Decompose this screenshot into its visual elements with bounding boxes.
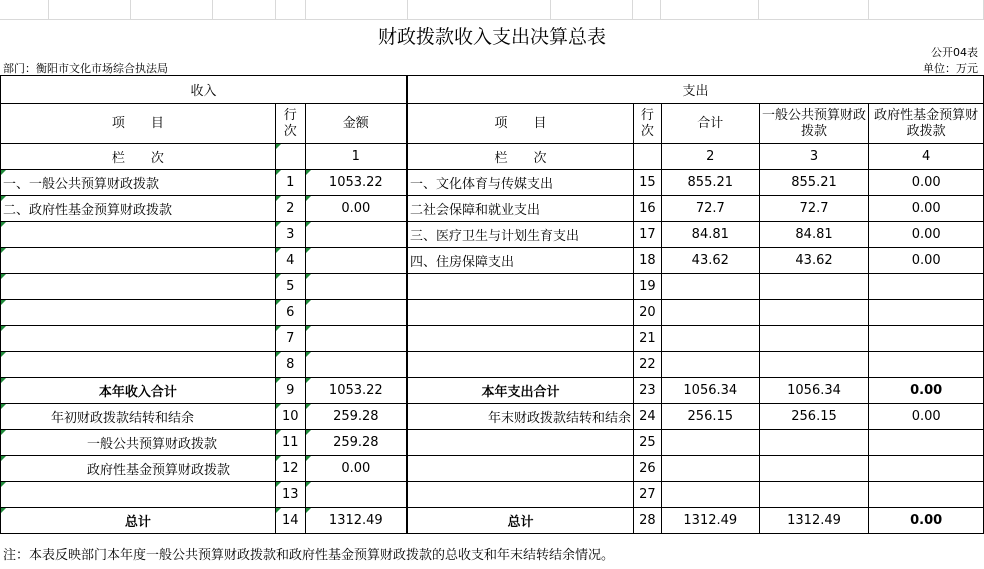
gov-fund-cell xyxy=(869,274,984,300)
income-amount-cell: 0.00 xyxy=(305,196,407,222)
footnote: 注：本表反映部门本年度一般公共预算财政拨款和政府性基金预算财政拨款的总收支和年末结转结余情况。 xyxy=(3,548,615,563)
expense-item-cell xyxy=(407,430,634,456)
income-item-cell: 总计 xyxy=(1,508,276,534)
expense-header: 支出 xyxy=(407,76,984,104)
income-rowno-header: 行次 xyxy=(275,104,305,144)
table-row xyxy=(1,222,984,248)
table-row xyxy=(1,456,984,482)
general-budget-cell: 256.15 xyxy=(759,404,869,430)
department-label: 部门：衡阳市文化市场综合执法局 xyxy=(3,62,168,75)
income-item-cell: 本年收入合计 xyxy=(1,378,276,404)
budget-table xyxy=(0,75,984,534)
gov-fund-cell xyxy=(869,482,984,508)
income-rowno-cell: 10 xyxy=(275,404,305,430)
header-row-groups xyxy=(1,76,984,104)
gov-fund-cell xyxy=(869,300,984,326)
income-item-cell: 政府性基金预算财政拨款 xyxy=(1,456,276,482)
expense-column-label: 栏 次 xyxy=(407,144,634,170)
expense-rowno-cell: 15 xyxy=(633,170,661,196)
general-budget-cell xyxy=(759,274,869,300)
income-rowno-cell: 12 xyxy=(275,456,305,482)
income-item-cell xyxy=(1,300,276,326)
general-budget-cell: 855.21 xyxy=(759,170,869,196)
income-amount-cell: 0.00 xyxy=(305,456,407,482)
expense-total-cell xyxy=(661,274,759,300)
income-rowno-cell: 14 xyxy=(275,508,305,534)
expense-rowno-cell: 19 xyxy=(633,274,661,300)
expense-total-cell: 1312.49 xyxy=(661,508,759,534)
expense-rowno-cell: 28 xyxy=(633,508,661,534)
table-row xyxy=(1,378,984,404)
expense-item-cell: 总计 xyxy=(407,508,634,534)
column-index-3: 3 xyxy=(759,144,869,170)
general-budget-cell: 1056.34 xyxy=(759,378,869,404)
expense-rowno-cell: 16 xyxy=(633,196,661,222)
expense-rowno-cell: 20 xyxy=(633,300,661,326)
income-amount-cell: 1053.22 xyxy=(305,378,407,404)
expense-total-cell xyxy=(661,430,759,456)
income-amount-cell xyxy=(305,248,407,274)
expense-total-cell: 1056.34 xyxy=(661,378,759,404)
general-budget-cell xyxy=(759,352,869,378)
column-index-2: 2 xyxy=(661,144,759,170)
income-rowno-cell: 7 xyxy=(275,326,305,352)
gov-fund-cell xyxy=(869,456,984,482)
expense-rowno-cell: 22 xyxy=(633,352,661,378)
income-rowno-cell: 9 xyxy=(275,378,305,404)
gov-fund-cell: 0.00 xyxy=(869,508,984,534)
expense-total-cell xyxy=(661,352,759,378)
income-rowno-cell: 8 xyxy=(275,352,305,378)
income-amount-cell xyxy=(305,326,407,352)
table-row xyxy=(1,430,984,456)
income-item-cell: 一般公共预算财政拨款 xyxy=(1,430,276,456)
unit-label: 单位：万元 xyxy=(923,62,978,75)
income-item-cell xyxy=(1,326,276,352)
form-code: 公开04表 xyxy=(931,46,978,59)
gov-fund-cell xyxy=(869,430,984,456)
income-item-cell xyxy=(1,248,276,274)
expense-column-blank xyxy=(633,144,661,170)
income-item-cell xyxy=(1,352,276,378)
income-amount-cell: 259.28 xyxy=(305,430,407,456)
expense-total-cell xyxy=(661,326,759,352)
column-index-row xyxy=(1,144,984,170)
table-row xyxy=(1,248,984,274)
table-row xyxy=(1,352,984,378)
expense-item-cell: 一、文化体育与传媒支出 xyxy=(407,170,634,196)
gov-fund-cell: 0.00 xyxy=(869,378,984,404)
expense-item-cell xyxy=(407,482,634,508)
income-rowno-cell: 2 xyxy=(275,196,305,222)
column-index-4: 4 xyxy=(869,144,984,170)
income-rowno-cell: 6 xyxy=(275,300,305,326)
expense-item-cell: 三、医疗卫生与计划生育支出 xyxy=(407,222,634,248)
spreadsheet-gridlines xyxy=(0,0,984,20)
income-rowno-cell: 11 xyxy=(275,430,305,456)
expense-rowno-cell: 23 xyxy=(633,378,661,404)
income-amount-cell xyxy=(305,222,407,248)
income-rowno-cell: 1 xyxy=(275,170,305,196)
expense-item-cell: 四、住房保障支出 xyxy=(407,248,634,274)
general-budget-cell xyxy=(759,326,869,352)
income-rowno-cell: 3 xyxy=(275,222,305,248)
income-item-cell: 一、一般公共预算财政拨款 xyxy=(1,170,276,196)
income-amount-cell: 1312.49 xyxy=(305,508,407,534)
expense-rowno-cell: 21 xyxy=(633,326,661,352)
column-index-1: 1 xyxy=(305,144,407,170)
expense-item-cell xyxy=(407,300,634,326)
expense-total-cell: 256.15 xyxy=(661,404,759,430)
expense-total-cell: 72.7 xyxy=(661,196,759,222)
general-budget-cell xyxy=(759,456,869,482)
income-column-blank xyxy=(275,144,305,170)
general-budget-cell xyxy=(759,300,869,326)
table-row xyxy=(1,326,984,352)
general-budget-cell xyxy=(759,482,869,508)
expense-item-cell xyxy=(407,274,634,300)
expense-rowno-cell: 18 xyxy=(633,248,661,274)
table-row xyxy=(1,404,984,430)
expense-total-header: 合计 xyxy=(661,104,759,144)
expense-rowno-cell: 27 xyxy=(633,482,661,508)
expense-rowno-cell: 17 xyxy=(633,222,661,248)
general-budget-cell: 84.81 xyxy=(759,222,869,248)
income-amount-cell xyxy=(305,482,407,508)
income-rowno-cell: 5 xyxy=(275,274,305,300)
income-amount-cell: 1053.22 xyxy=(305,170,407,196)
table-row xyxy=(1,482,984,508)
expense-total-cell: 84.81 xyxy=(661,222,759,248)
income-item-cell xyxy=(1,222,276,248)
gov-fund-cell: 0.00 xyxy=(869,404,984,430)
expense-total-cell xyxy=(661,482,759,508)
gov-fund-header: 政府性基金预算财政拨款 xyxy=(869,104,984,144)
expense-rowno-header: 行次 xyxy=(633,104,661,144)
expense-item-cell: 年末财政拨款结转和结余 xyxy=(407,404,634,430)
income-amount-cell xyxy=(305,352,407,378)
expense-item-cell: 二社会保障和就业支出 xyxy=(407,196,634,222)
table-row xyxy=(1,508,984,534)
general-budget-cell xyxy=(759,430,869,456)
expense-rowno-cell: 26 xyxy=(633,456,661,482)
general-budget-header: 一般公共预算财政拨款 xyxy=(759,104,869,144)
expense-rowno-cell: 24 xyxy=(633,404,661,430)
expense-total-cell xyxy=(661,300,759,326)
income-column-label: 栏 次 xyxy=(1,144,276,170)
income-rowno-cell: 13 xyxy=(275,482,305,508)
income-amount-header: 金额 xyxy=(305,104,407,144)
gov-fund-cell xyxy=(869,352,984,378)
income-item-cell xyxy=(1,482,276,508)
general-budget-cell: 72.7 xyxy=(759,196,869,222)
table-row xyxy=(1,274,984,300)
income-header: 收入 xyxy=(1,76,407,104)
header-row-columns xyxy=(1,104,984,144)
income-item-header: 项 目 xyxy=(1,104,276,144)
report-title: 财政拨款收入支出决算总表 xyxy=(377,26,606,48)
general-budget-cell: 1312.49 xyxy=(759,508,869,534)
table-row xyxy=(1,170,984,196)
general-budget-cell: 43.62 xyxy=(759,248,869,274)
expense-total-cell: 855.21 xyxy=(661,170,759,196)
income-amount-cell: 259.28 xyxy=(305,404,407,430)
gov-fund-cell xyxy=(869,326,984,352)
expense-item-cell xyxy=(407,456,634,482)
table-row xyxy=(1,300,984,326)
income-rowno-cell: 4 xyxy=(275,248,305,274)
income-item-cell: 二、政府性基金预算财政拨款 xyxy=(1,196,276,222)
table-row xyxy=(1,196,984,222)
income-amount-cell xyxy=(305,300,407,326)
expense-item-header: 项 目 xyxy=(407,104,634,144)
expense-rowno-cell: 25 xyxy=(633,430,661,456)
expense-item-cell xyxy=(407,326,634,352)
gov-fund-cell: 0.00 xyxy=(869,196,984,222)
expense-total-cell: 43.62 xyxy=(661,248,759,274)
income-item-cell: 年初财政拨款结转和结余 xyxy=(1,404,276,430)
gov-fund-cell: 0.00 xyxy=(869,170,984,196)
gov-fund-cell: 0.00 xyxy=(869,248,984,274)
expense-item-cell xyxy=(407,352,634,378)
income-amount-cell xyxy=(305,274,407,300)
gov-fund-cell: 0.00 xyxy=(869,222,984,248)
expense-item-cell: 本年支出合计 xyxy=(407,378,634,404)
expense-total-cell xyxy=(661,456,759,482)
income-item-cell xyxy=(1,274,276,300)
